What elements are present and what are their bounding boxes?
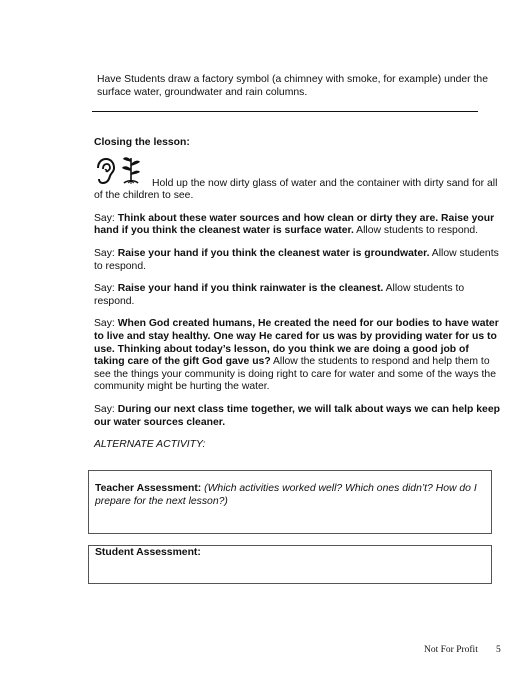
say-label: Say: [94,247,118,259]
say-4-rest: Allow the students to respond and help them to see the things your community is doing right to care for water and some of the ways the community might be hurting the water. [94,356,496,393]
say-5-emphasis: During our next class time together, we will talk about ways we can help keep our water sources cleaner. [94,403,500,428]
say-3-emphasis: Raise your hand if you think rainwater is the cleanest. [117,283,384,295]
say-label: Say: [94,318,118,330]
activity-icons [94,154,144,184]
closing-heading: Closing the lesson: [94,137,190,148]
horizontal-rule [92,111,478,112]
closing-section [94,137,502,452]
say-2-rest: Allow students to respond. [94,247,499,272]
teacher-assessment-box [88,470,492,534]
teacher-assessment-label: Teacher Assessment: [95,483,202,494]
ear-icon [94,158,116,184]
closing-intro [94,154,502,203]
say-4 [94,318,502,394]
say-5 [94,404,502,429]
say-2 [94,248,502,273]
closing-intro-text: Hold up the now dirty glass of water and the container with dirty sand for all of the children to see. [94,177,498,202]
student-assessment-box [88,545,492,584]
say-1-rest: Allow students to respond. [353,225,479,237]
say-1-emphasis: Think about these water sources and how clean or dirty they are. Raise your hand if you think the cleanest water is surface water. [94,212,495,237]
teacher-assessment-prompt: (Which activities worked well? Which ones didn’t? How do I prepare for the next lesson?) [95,483,477,507]
say-label: Say: [94,403,118,415]
page-number: 5 [496,645,501,655]
say-1 [94,213,502,238]
intro-paragraph: Have Students draw a factory symbol (a chimney with smoke, for example) under the surface water, groundwater and rain columns. [97,74,488,98]
say-2-emphasis: Raise your hand if you think the cleanest water is groundwater. [117,247,430,259]
say-3 [94,283,502,308]
plant-icon [118,154,144,184]
say-label: Say: [94,212,118,224]
footer-text: Not For Profit [424,645,478,655]
alternate-activity: ALTERNATE ACTIVITY: [94,439,206,451]
say-4-emphasis: When God created humans, He created the need for our bodies to have water to live and stay healthy. One way He cared for us was by providing water for us to use. Thinking about today’s lesson, do you think we are doing a good job of taking care of the gift God gave us? [94,318,499,368]
student-assessment-label: Student Assessment: [95,547,201,558]
say-label: Say: [94,283,118,295]
say-3-rest: Allow students to respond. [94,283,465,307]
